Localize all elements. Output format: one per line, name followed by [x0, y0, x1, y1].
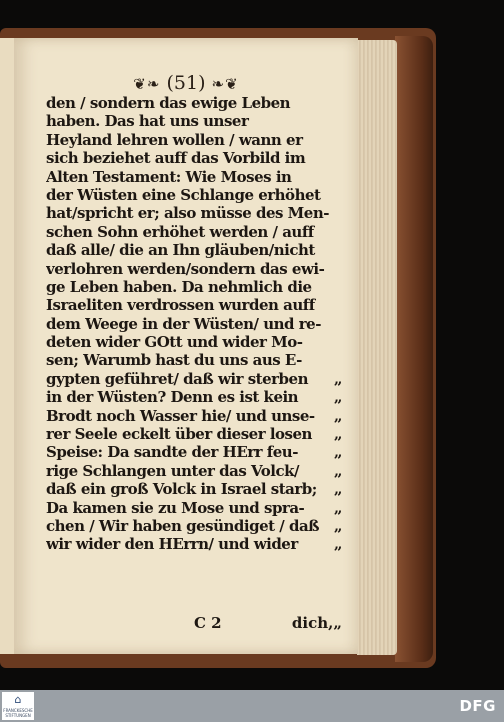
quotation-mark: „ [333, 480, 342, 499]
footer-bar [0, 690, 504, 722]
text-line [46, 351, 342, 369]
text-line [46, 278, 342, 296]
text-line [46, 333, 342, 351]
text-line [46, 204, 342, 222]
text-line-content: rige Schlangen unter das Volck/ [46, 461, 299, 480]
text-line-content: in der Wüsten? Denn es ist kein [46, 388, 299, 407]
text-line-content: chen / Wir haben gesündiget / daß [46, 516, 320, 535]
text-line [46, 168, 342, 186]
text-line [46, 149, 342, 167]
text-line [46, 241, 342, 259]
text-line-content: ge Leben haben. Da nehmlich die [46, 277, 312, 296]
text-line [46, 131, 342, 149]
text-line [46, 112, 342, 130]
text-line [46, 260, 342, 278]
quotation-mark: „ [333, 406, 342, 425]
text-line-content: sen; Warumb hast du uns aus E- [46, 351, 302, 370]
text-line-content: schen Sohn erhöhet werden / auff [46, 222, 314, 241]
text-line-content: rer Seele eckelt über dieser losen [46, 425, 312, 444]
page-edges [357, 40, 397, 655]
page-number: (51) [166, 72, 206, 94]
ornament-left-icon: ❦❧ [133, 75, 161, 93]
text-line [46, 223, 342, 241]
text-line [46, 499, 342, 517]
dfg-logo: DFG [459, 697, 496, 715]
text-line [46, 517, 342, 535]
text-line-content: gypten geführet/ daß wir sterben [46, 369, 308, 388]
text-line-content: hat/spricht er; also müsse des Men- [46, 204, 329, 223]
page-header [14, 72, 358, 94]
quotation-mark: „ [333, 443, 342, 462]
book-page [14, 38, 358, 654]
text-line [46, 425, 342, 443]
text-line-content: sich beziehet auff das Vorbild im [46, 149, 306, 168]
page-text [46, 94, 342, 554]
text-line-content: Speise: Da sandte der HErr feu- [46, 443, 298, 462]
text-line-content: wir wider den HErrn/ und wider [46, 535, 298, 554]
text-line [46, 94, 342, 112]
quotation-mark: „ [333, 516, 342, 535]
text-line-content: Heyland lehren wollen / wann er [46, 130, 303, 149]
text-line-content: Alten Testament: Wie Moses in [46, 167, 292, 186]
quotation-mark: „ [333, 498, 342, 517]
text-line-content: den / sondern das ewige Leben [46, 94, 291, 112]
quotation-mark: „ [333, 461, 342, 480]
text-line [46, 296, 342, 314]
text-line-content: dem Weege in der Wüsten/ und re- [46, 314, 321, 333]
text-line-content: deten wider GOtt und wider Mo- [46, 333, 303, 352]
text-line-content: Da kamen sie zu Mose und spra- [46, 498, 305, 517]
quotation-mark: „ [333, 369, 342, 388]
ornament-right-icon: ❧❦ [211, 75, 239, 93]
text-line-content: haben. Das hat uns unser [46, 112, 249, 131]
text-line [46, 407, 342, 425]
foundation-logo-icon: ⌂ [14, 693, 22, 706]
page-footer [46, 614, 342, 632]
text-line-content: verlohren werden/sondern das ewi- [46, 259, 325, 278]
text-line [46, 388, 342, 406]
text-line [46, 186, 342, 204]
quotation-mark: „ [333, 388, 342, 407]
text-line-content: Brodt noch Wasser hie/ und unse- [46, 406, 315, 425]
left-page-edge [0, 38, 15, 654]
signature-mark: C 2 [194, 614, 222, 632]
text-line-content: daß ein groß Volck in Israel starb; [46, 480, 317, 499]
quotation-mark: „ [333, 425, 342, 444]
catchword: dich,„ [291, 614, 342, 632]
text-line-content: der Wüsten eine Schlange erhöhet [46, 185, 321, 204]
text-line-content: daß alle/ die an Ihn gläuben/nicht [46, 241, 315, 260]
text-line [46, 315, 342, 333]
text-line [46, 480, 342, 498]
book-cover-edge [395, 36, 433, 662]
text-line [46, 535, 342, 553]
quotation-mark: „ [333, 535, 342, 554]
franckesche-stiftungen-logo: ⌂ FRANCKESCHE STIFTUNGEN [3, 693, 33, 718]
text-line [46, 443, 342, 461]
text-line [46, 370, 342, 388]
text-line [46, 462, 342, 480]
text-line-content: Israeliten verdrossen wurden auff [46, 296, 315, 315]
